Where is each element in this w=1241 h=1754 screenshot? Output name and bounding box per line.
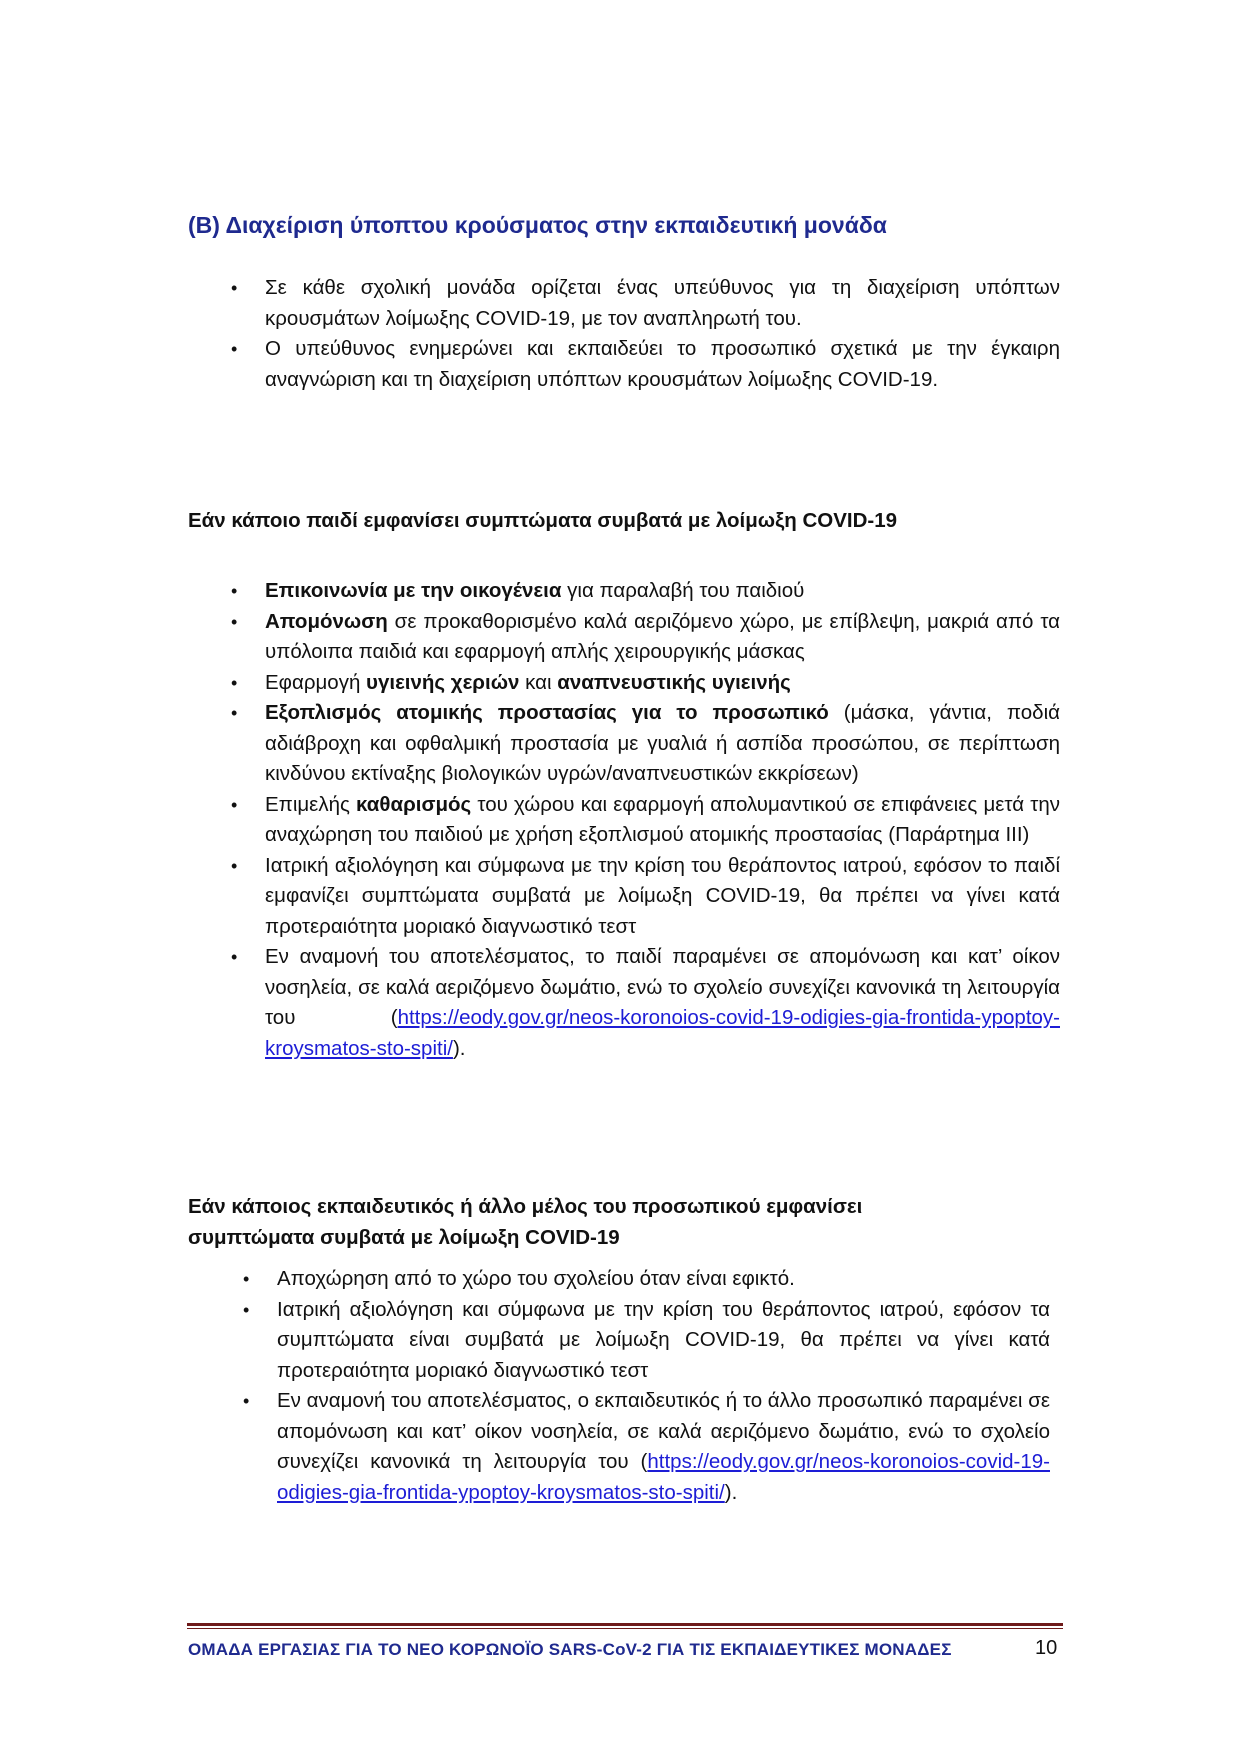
bullet-icon: • xyxy=(231,339,238,359)
list-item xyxy=(243,1295,1050,1387)
staff-section-title: Εάν κάποιος εκπαιδευτικός ή άλλο μέλος του προσωπικού εμφανίσει συμπτώματα συμβατά με λοίμωξη COVID-19 xyxy=(188,1195,863,1249)
list-item xyxy=(243,1386,1050,1508)
bullet-icon: • xyxy=(231,672,238,693)
list-item xyxy=(231,668,1060,699)
bullet-icon: • xyxy=(231,703,238,723)
footer-title: ΟΜΑΔΑ ΕΡΓΑΣΙΑΣ ΓΙΑ ΤΟ ΝΕΟ ΚΟΡΩΝΟΪΟ SARS-CoV-2 ΓΙΑ ΤΙΣ ΕΚΠΑΙΔΕΥΤΙΚΕΣ ΜΟΝΑΔΕΣ xyxy=(188,1640,952,1659)
bullet-icon: • xyxy=(231,947,238,967)
list-item-text: για παραλαβή του παιδιού xyxy=(561,579,805,602)
footer-rule-thin xyxy=(187,1628,1063,1629)
list-item-text: σε προκαθορισμένο καλά αεριζόμενο χώρο, με επίβλεψη, μακριά από τα υπόλοιπα παιδιά και εφαρμογή απλής χειρουργικής μάσκας xyxy=(265,609,1060,663)
child-measures-list xyxy=(231,576,1060,1064)
bullet-icon: • xyxy=(231,794,238,815)
list-item-text: Ιατρική αξιολόγηση και σύμφωνα με την κρίση του θεράποντος ιατρού, εφόσον τα συμπτώματα είναι συμβατά με λοίμωξη COVID-19, θα πρέπει να γίνει κατά προτεραιότητα μοριακό διαγνωστικό τεστ xyxy=(277,1297,1050,1382)
footer-rule xyxy=(187,1623,1063,1626)
eody-link[interactable]: https://eody.gov.gr/neos-koronoios-covid-19-odigies-gia-frontida-ypoptoy-kroysmatos-sto-spiti/ xyxy=(277,1450,1050,1504)
bullet-icon: • xyxy=(243,1269,250,1289)
bullet-icon: • xyxy=(231,611,238,632)
section-heading: (Β) Διαχείριση ύποπτου κρούσματος στην εκπαιδευτική μονάδα xyxy=(188,212,887,238)
section-b-list xyxy=(231,273,1060,395)
list-item-text: και xyxy=(519,670,558,694)
list-item-text: Εφαρμογή xyxy=(265,670,367,694)
list-item xyxy=(231,851,1060,943)
list-item xyxy=(231,334,1060,395)
bold-phrase: αναπνευστικής υγιεινής xyxy=(557,670,791,694)
list-item xyxy=(231,942,1060,1064)
bullet-icon: • xyxy=(231,855,238,876)
list-item-text: ). xyxy=(724,1480,738,1504)
list-item-text: Αποχώρηση από το χώρο του σχολείου όταν είναι εφικτό. xyxy=(277,1267,795,1290)
bullet-icon: • xyxy=(243,1299,250,1320)
list-item-text: του χώρου και εφαρμογή απολυμαντικού σε επιφάνειες μετά την αναχώρηση του παιδιού με χρήση εξοπλισμού ατομικής προστασίας (Παράρτημα ΙΙΙ) xyxy=(265,792,1060,846)
child-section-title: Εάν κάποιο παιδί εμφανίσει συμπτώματα συμβατά με λοίμωξη COVID-19 xyxy=(188,509,898,532)
list-item xyxy=(231,607,1060,668)
list-item-text: Εν αναμονή του αποτελέσματος, ο εκπαιδευτικός ή το άλλο προσωπικό παραμένει σε απομόνωση και κατ’ οίκον νοσηλεία, σε καλά αεριζόμενο δωμάτιο, ενώ το σχολείο συνεχίζει κανονικά τη λειτουργία του ( xyxy=(277,1389,1050,1473)
list-item-text: Εν αναμονή του αποτελέσματος, το παιδί παραμένει σε απομόνωση και κατ’ οίκον νοσηλεία, σε καλά αεριζόμενο δωμάτιο, ενώ το σχολείο συνεχίζει κανονικά τη λειτουργία του ( xyxy=(265,945,1060,1029)
list-item xyxy=(231,698,1060,790)
bold-phrase: Απομόνωση xyxy=(265,609,388,633)
bullet-icon: • xyxy=(243,1391,250,1411)
list-item xyxy=(231,273,1060,334)
bold-phrase: καθαρισμός xyxy=(356,792,472,816)
bullet-icon: • xyxy=(231,278,238,298)
list-item-text: ). xyxy=(452,1036,466,1060)
bullet-icon: • xyxy=(231,581,238,601)
list-item-text: Ιατρική αξιολόγηση και σύμφωνα με την κρίση του θεράποντος ιατρού, εφόσον το παιδί εμφανίζει συμπτώματα συμβατά με λοίμωξη COVID-19, θα πρέπει να γίνει κατά προτεραιότητα μοριακό διαγνωστικό τεστ xyxy=(265,853,1060,938)
list-item-text: Ο υπεύθυνος ενημερώνει και εκπαιδεύει το προσωπικό σχετικά με την έγκαιρη αναγνώριση και τη διαχείριση υπόπτων κρουσμάτων λοίμωξης COVID-19. xyxy=(265,337,1060,391)
staff-measures-list xyxy=(243,1264,1050,1508)
list-item xyxy=(243,1264,1050,1295)
bold-phrase: υγιεινής χεριών xyxy=(366,670,520,694)
list-item-text: Σε κάθε σχολική μονάδα ορίζεται ένας υπεύθυνος για τη διαχείριση υπόπτων κρουσμάτων λοίμωξης COVID-19, με τον αναπληρωτή του. xyxy=(265,276,1060,330)
list-item xyxy=(231,790,1060,851)
bold-phrase: Επικοινωνία με την οικογένεια xyxy=(265,579,562,602)
bold-phrase: Εξοπλισμός ατομικής προστασίας για το προσωπικό xyxy=(265,701,829,724)
list-item xyxy=(231,576,1060,607)
list-item-text: (μάσκα, γάντια, ποδιά αδιάβροχη και οφθαλμική προστασία με γυαλιά ή ασπίδα προσώπου, σε περίπτωση κινδύνου εκτίναξης βιολογικών υγρών/αναπνευστικών εκκρίσεων) xyxy=(265,701,1060,785)
list-item-text: Επιμελής xyxy=(265,792,357,816)
eody-link[interactable]: https://eody.gov.gr/neos-koronoios-covid-19-odigies-gia-frontida-ypoptoy-kroysmatos-sto-spiti/ xyxy=(265,1006,1060,1060)
page-number: 10 xyxy=(1035,1637,1058,1659)
